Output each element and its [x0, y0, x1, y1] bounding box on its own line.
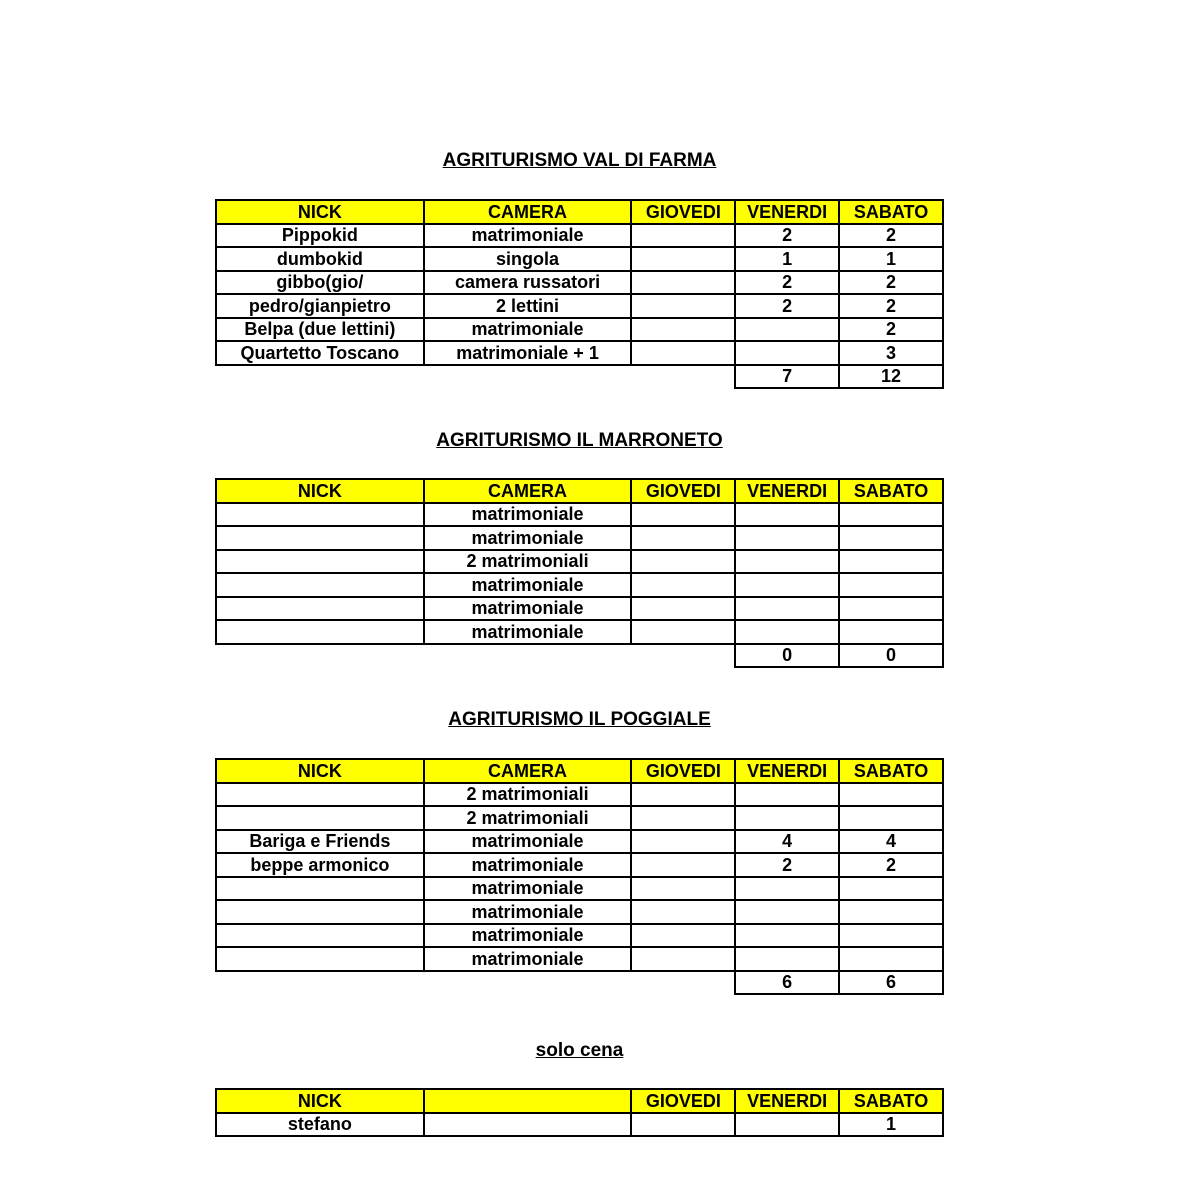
cell-venerdi — [735, 900, 839, 924]
total-venerdi: 6 — [735, 971, 839, 995]
totals-row — [216, 365, 943, 389]
table-row — [216, 224, 943, 248]
column-header-sabato: SABATO — [839, 1089, 943, 1113]
table-row — [216, 318, 943, 342]
column-header-nick: NICK — [216, 479, 424, 503]
cell-giovedi — [631, 294, 735, 318]
cell-venerdi — [735, 341, 839, 365]
cell-giovedi — [631, 877, 735, 901]
table-row — [216, 247, 943, 271]
cell-giovedi — [631, 853, 735, 877]
empty-cell — [424, 971, 632, 995]
cell-venerdi — [735, 806, 839, 830]
table-row — [216, 853, 943, 877]
table-row — [216, 294, 943, 318]
cell-giovedi — [631, 526, 735, 550]
cell-camera: matrimoniale — [424, 597, 632, 621]
cell-nick — [216, 550, 424, 574]
column-header-venerdi: VENERDI — [735, 479, 839, 503]
cell-giovedi — [631, 550, 735, 574]
cell-sabato: 1 — [839, 1113, 943, 1137]
column-header-giovedi: GIOVEDI — [631, 200, 735, 224]
cell-camera: matrimoniale — [424, 620, 632, 644]
section-title-val-di-farma: AGRITURISMO VAL DI FARMA — [442, 150, 717, 171]
cell-camera: matrimoniale — [424, 318, 632, 342]
column-header-sabato: SABATO — [839, 479, 943, 503]
cell-nick — [216, 526, 424, 550]
table-row — [216, 806, 943, 830]
section-title-solo-cena: solo cena — [535, 1040, 624, 1061]
table-row — [216, 947, 943, 971]
cell-venerdi — [735, 947, 839, 971]
cell-nick — [216, 620, 424, 644]
empty-cell — [424, 365, 632, 389]
cell-venerdi — [735, 924, 839, 948]
cell-sabato — [839, 597, 943, 621]
cell-camera: matrimoniale — [424, 877, 632, 901]
total-sabato: 6 — [839, 971, 943, 995]
table-row — [216, 271, 943, 295]
column-header-sabato: SABATO — [839, 759, 943, 783]
cell-sabato: 2 — [839, 853, 943, 877]
table-solo-cena — [215, 1088, 944, 1137]
column-header-giovedi: GIOVEDI — [631, 479, 735, 503]
column-header-nick: NICK — [216, 759, 424, 783]
column-header-nick: NICK — [216, 1089, 424, 1113]
cell-venerdi — [735, 573, 839, 597]
cell-nick — [216, 877, 424, 901]
table-row — [216, 1113, 943, 1137]
cell-sabato: 1 — [839, 247, 943, 271]
cell-venerdi: 2 — [735, 224, 839, 248]
total-venerdi: 7 — [735, 365, 839, 389]
table-row — [216, 573, 943, 597]
cell-sabato — [839, 924, 943, 948]
header-row — [216, 1089, 943, 1113]
cell-giovedi — [631, 318, 735, 342]
cell-giovedi — [631, 503, 735, 527]
cell-nick: beppe armonico — [216, 853, 424, 877]
empty-cell — [216, 644, 424, 668]
cell-sabato — [839, 620, 943, 644]
cell-venerdi — [735, 783, 839, 807]
cell-nick — [216, 806, 424, 830]
section-title-il-marroneto: AGRITURISMO IL MARRONETO — [436, 430, 723, 451]
column-header-camera: CAMERA — [424, 479, 632, 503]
empty-cell — [216, 365, 424, 389]
cell-venerdi: 2 — [735, 294, 839, 318]
column-header-nick: NICK — [216, 200, 424, 224]
table-row — [216, 900, 943, 924]
column-header-venerdi: VENERDI — [735, 1089, 839, 1113]
cell-venerdi — [735, 526, 839, 550]
column-header-camera: CAMERA — [424, 200, 632, 224]
total-sabato: 12 — [839, 365, 943, 389]
table-row — [216, 924, 943, 948]
cell-camera: 2 matrimoniali — [424, 550, 632, 574]
cell-nick — [216, 573, 424, 597]
cell-camera: 2 lettini — [424, 294, 632, 318]
cell-camera: matrimoniale — [424, 503, 632, 527]
column-header-camera — [424, 1089, 632, 1113]
empty-cell — [631, 644, 735, 668]
cell-sabato — [839, 503, 943, 527]
cell-nick: pedro/gianpietro — [216, 294, 424, 318]
column-header-giovedi: GIOVEDI — [631, 1089, 735, 1113]
cell-venerdi — [735, 877, 839, 901]
table-row — [216, 503, 943, 527]
cell-camera: matrimoniale + 1 — [424, 341, 632, 365]
cell-giovedi — [631, 271, 735, 295]
cell-camera: matrimoniale — [424, 924, 632, 948]
cell-nick: Pippokid — [216, 224, 424, 248]
cell-sabato — [839, 573, 943, 597]
table-row — [216, 620, 943, 644]
cell-giovedi — [631, 783, 735, 807]
cell-giovedi — [631, 806, 735, 830]
cell-venerdi: 4 — [735, 830, 839, 854]
cell-giovedi — [631, 924, 735, 948]
table-row — [216, 877, 943, 901]
totals-row — [216, 971, 943, 995]
cell-venerdi — [735, 550, 839, 574]
cell-venerdi — [735, 318, 839, 342]
cell-giovedi — [631, 573, 735, 597]
header-row — [216, 759, 943, 783]
cell-sabato: 4 — [839, 830, 943, 854]
cell-nick: dumbokid — [216, 247, 424, 271]
cell-nick — [216, 947, 424, 971]
cell-sabato: 2 — [839, 271, 943, 295]
cell-camera: singola — [424, 247, 632, 271]
cell-sabato — [839, 526, 943, 550]
table-val-di-farma — [215, 199, 944, 389]
cell-camera: matrimoniale — [424, 526, 632, 550]
cell-venerdi — [735, 597, 839, 621]
table-il-poggiale — [215, 758, 944, 995]
cell-giovedi — [631, 247, 735, 271]
table-row — [216, 341, 943, 365]
cell-camera: 2 matrimoniali — [424, 806, 632, 830]
cell-nick — [216, 924, 424, 948]
table-row — [216, 526, 943, 550]
empty-cell — [631, 365, 735, 389]
cell-venerdi — [735, 503, 839, 527]
column-header-sabato: SABATO — [839, 200, 943, 224]
section-title-il-poggiale: AGRITURISMO IL POGGIALE — [448, 709, 711, 730]
cell-camera: 2 matrimoniali — [424, 783, 632, 807]
table-il-marroneto — [215, 478, 944, 668]
empty-cell — [424, 644, 632, 668]
empty-cell — [631, 971, 735, 995]
totals-row — [216, 644, 943, 668]
cell-nick — [216, 503, 424, 527]
cell-nick — [216, 597, 424, 621]
cell-nick: stefano — [216, 1113, 424, 1137]
cell-giovedi — [631, 1113, 735, 1137]
cell-camera: camera russatori — [424, 271, 632, 295]
cell-sabato: 3 — [839, 341, 943, 365]
cell-giovedi — [631, 830, 735, 854]
empty-cell — [216, 971, 424, 995]
column-header-venerdi: VENERDI — [735, 200, 839, 224]
cell-camera — [424, 1113, 632, 1137]
cell-camera: matrimoniale — [424, 947, 632, 971]
cell-venerdi: 2 — [735, 271, 839, 295]
cell-camera: matrimoniale — [424, 573, 632, 597]
column-header-camera: CAMERA — [424, 759, 632, 783]
cell-giovedi — [631, 597, 735, 621]
cell-giovedi — [631, 900, 735, 924]
cell-camera: matrimoniale — [424, 224, 632, 248]
cell-sabato — [839, 877, 943, 901]
cell-venerdi: 2 — [735, 853, 839, 877]
cell-sabato: 2 — [839, 294, 943, 318]
cell-venerdi — [735, 620, 839, 644]
column-header-giovedi: GIOVEDI — [631, 759, 735, 783]
table-row — [216, 783, 943, 807]
cell-nick: Belpa (due lettini) — [216, 318, 424, 342]
cell-sabato — [839, 806, 943, 830]
cell-nick: gibbo(gio/ — [216, 271, 424, 295]
total-venerdi: 0 — [735, 644, 839, 668]
cell-nick: Bariga e Friends — [216, 830, 424, 854]
cell-nick — [216, 900, 424, 924]
cell-camera: matrimoniale — [424, 900, 632, 924]
cell-giovedi — [631, 224, 735, 248]
cell-giovedi — [631, 620, 735, 644]
table-row — [216, 597, 943, 621]
cell-sabato — [839, 550, 943, 574]
cell-venerdi — [735, 1113, 839, 1137]
cell-nick: Quartetto Toscano — [216, 341, 424, 365]
header-row — [216, 200, 943, 224]
table-row — [216, 550, 943, 574]
column-header-venerdi: VENERDI — [735, 759, 839, 783]
cell-giovedi — [631, 947, 735, 971]
cell-sabato: 2 — [839, 224, 943, 248]
cell-giovedi — [631, 341, 735, 365]
cell-sabato — [839, 947, 943, 971]
cell-camera: matrimoniale — [424, 830, 632, 854]
cell-venerdi: 1 — [735, 247, 839, 271]
cell-camera: matrimoniale — [424, 853, 632, 877]
cell-sabato — [839, 783, 943, 807]
total-sabato: 0 — [839, 644, 943, 668]
cell-nick — [216, 783, 424, 807]
cell-sabato: 2 — [839, 318, 943, 342]
table-row — [216, 830, 943, 854]
header-row — [216, 479, 943, 503]
cell-sabato — [839, 900, 943, 924]
